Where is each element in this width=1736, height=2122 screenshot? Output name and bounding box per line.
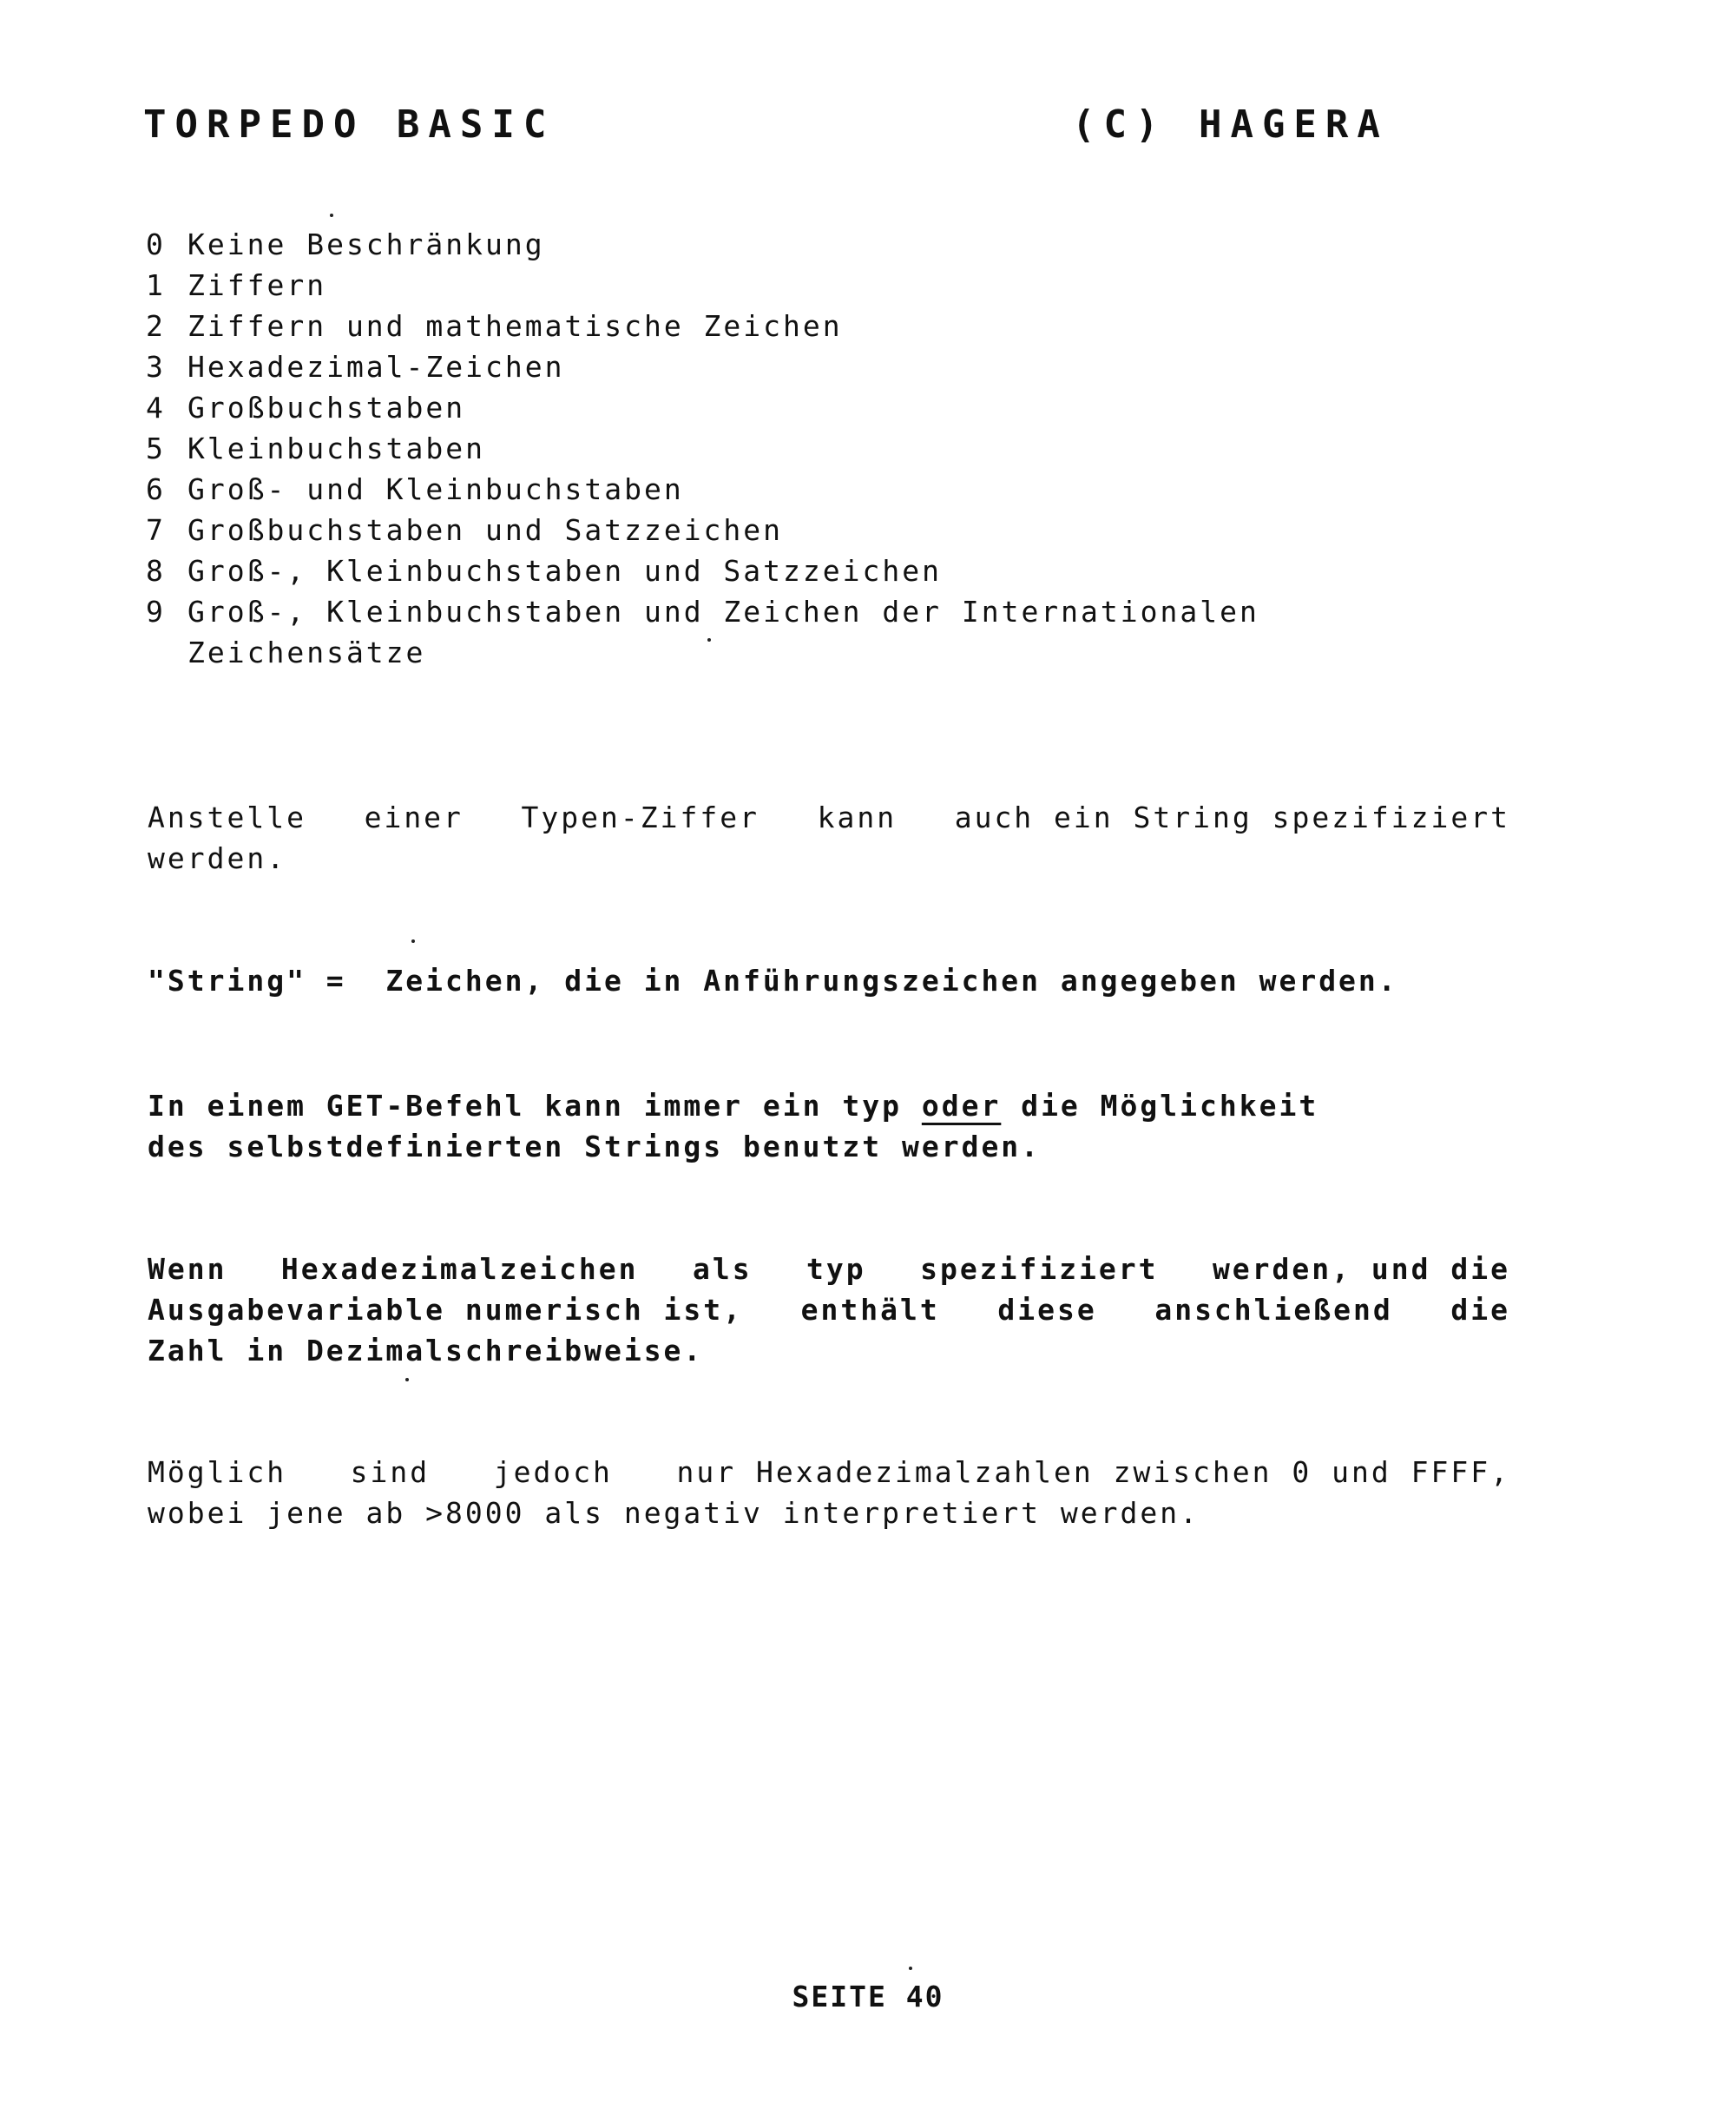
word: kann xyxy=(817,801,898,834)
scan-speck xyxy=(909,1967,912,1970)
header-title: TORPEDO BASIC xyxy=(143,102,556,147)
list-item-number: 2 xyxy=(146,309,166,343)
list-item-text: Großbuchstaben xyxy=(187,391,466,425)
list-item-text: Groß-, Kleinbuchstaben und Zeichen der Internationalen xyxy=(187,595,1259,629)
scan-speck xyxy=(330,214,333,217)
word: Ausgabevariable numerisch ist, xyxy=(148,1293,744,1327)
list-item xyxy=(146,510,1259,550)
paragraph-line xyxy=(148,1085,1510,1126)
list-item-text: Hexadezimal-Zeichen xyxy=(187,350,565,384)
text-run: In einem GET-Befehl kann immer ein typ xyxy=(148,1089,922,1123)
word: einer xyxy=(364,801,464,834)
paragraph-get-command xyxy=(148,1085,1510,1167)
paragraph-line xyxy=(148,797,1510,838)
paragraph-line xyxy=(148,1249,1510,1289)
word: werden, und die xyxy=(1212,1252,1510,1286)
list-item xyxy=(146,428,1259,469)
list-item xyxy=(146,591,1259,632)
word: Möglich xyxy=(148,1455,287,1489)
paragraph-line xyxy=(148,1289,1510,1330)
list-item-number: 3 xyxy=(146,350,166,384)
list-item xyxy=(146,306,1259,346)
paragraph-line: Zahl in Dezimalschreibweise. xyxy=(148,1334,704,1367)
word: als xyxy=(692,1252,753,1286)
word: sind xyxy=(350,1455,431,1489)
list-item xyxy=(146,346,1259,387)
list-item-number: 5 xyxy=(146,432,166,465)
word: Typen-Ziffer xyxy=(521,801,760,834)
list-item-number: 0 xyxy=(146,227,166,261)
word: Hexadezimalzeichen xyxy=(280,1252,639,1286)
list-item-number: 7 xyxy=(146,513,166,547)
page-number: SEITE 40 xyxy=(792,1980,944,2013)
paragraph-line: "String" = Zeichen, die in Anführungszeichen angegeben werden. xyxy=(148,964,1398,998)
word: Wenn xyxy=(148,1252,227,1286)
list-item xyxy=(146,265,1259,306)
paragraph-line: des selbstdefinierten Strings benutzt werden. xyxy=(148,1130,1042,1163)
scan-speck xyxy=(411,939,415,943)
list-item-number: 9 xyxy=(146,595,166,629)
word: spezifiziert xyxy=(920,1252,1159,1286)
word: typ xyxy=(806,1252,866,1286)
list-item-text: Kleinbuchstaben xyxy=(187,432,486,465)
list-item-number: 4 xyxy=(146,391,166,425)
list-item-number: 6 xyxy=(146,472,166,506)
list-item-text: Ziffern und mathematische Zeichen xyxy=(187,309,843,343)
paragraph-line: werden. xyxy=(148,841,287,875)
list-item xyxy=(146,224,1259,265)
word: die xyxy=(1450,1293,1510,1327)
paragraph-line xyxy=(148,1452,1510,1493)
scan-speck xyxy=(405,1378,409,1381)
scan-speck xyxy=(707,638,711,642)
list-item-number: 1 xyxy=(146,268,166,302)
list-item-text: Groß- und Kleinbuchstaben xyxy=(187,472,684,506)
header-copyright: (C) HAGERA xyxy=(1072,102,1389,147)
word: anschließend xyxy=(1154,1293,1393,1327)
word: diese xyxy=(997,1293,1097,1327)
paragraph-hex-output xyxy=(148,1249,1510,1371)
list-item-number: 8 xyxy=(146,554,166,588)
underlined-word: oder xyxy=(921,1089,1002,1123)
word: enthält xyxy=(800,1293,940,1327)
list-item xyxy=(146,387,1259,428)
list-item-text: Ziffern xyxy=(187,268,327,302)
list-item-text: Keine Beschränkung xyxy=(187,227,545,261)
word: jedoch xyxy=(493,1455,613,1489)
list-item-text: Groß-, Kleinbuchstaben und Satzzeichen xyxy=(187,554,942,588)
word: Anstelle xyxy=(148,801,306,834)
list-item xyxy=(146,550,1259,591)
list-item xyxy=(146,469,1259,510)
word: nur Hexadezimalzahlen zwischen 0 und FFFF, xyxy=(676,1455,1510,1489)
list-item-text: Großbuchstaben und Satzzeichen xyxy=(187,513,784,547)
paragraph-string-alternative xyxy=(148,797,1510,879)
word: auch ein String spezifiziert xyxy=(954,801,1510,834)
paragraph-string-definition xyxy=(148,960,1510,1001)
text-run: die Möglichkeit xyxy=(1001,1089,1319,1123)
type-list xyxy=(146,224,1259,673)
list-item-continuation: Zeichensätze xyxy=(187,636,426,669)
paragraph-line: wobei jene ab >8000 als negativ interpretiert werden. xyxy=(148,1496,1200,1530)
paragraph-hex-range xyxy=(148,1452,1510,1533)
